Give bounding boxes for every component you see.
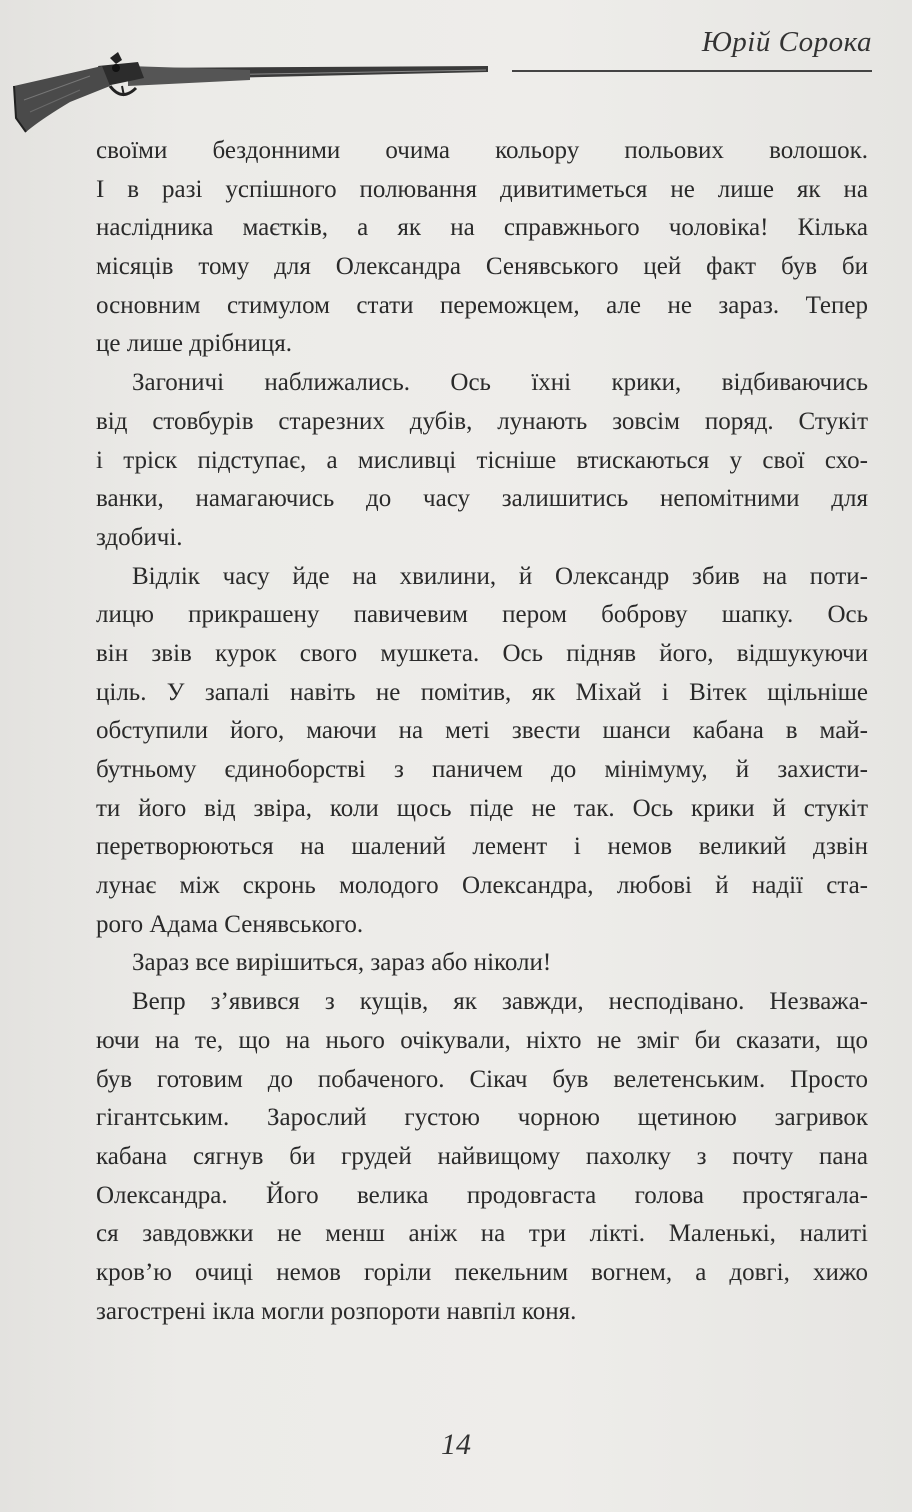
- text-line: від стовбурів старезних дубів, лунають зовсім поряд. Стукіт: [96, 407, 868, 435]
- text-line: Зараз все вирішиться, зараз або ніколи!: [132, 949, 552, 977]
- body-text: [96, 132, 868, 1331]
- text-line: лунає між скронь молодого Олександра, любові й надії ста-: [96, 872, 868, 900]
- text-line: ючи на те, що на нього очікували, ніхто не зміг би сказати, що: [96, 1026, 868, 1054]
- text-line: загострені ікла могли розпороти навпіл коня.: [96, 1297, 577, 1325]
- text-line: Загоничі наближались. Ось їхні крики, відбиваючись: [132, 369, 868, 397]
- text-line: наслідника маєтків, а як на справжнього чоловіка! Кілька: [96, 214, 868, 242]
- text-line: ти його від звіра, коли щось піде не так. Ось крики й стукіт: [96, 794, 868, 822]
- text-line: рого Адама Сенявського.: [96, 910, 364, 938]
- text-line: ванки, намагаючись до часу залишитись непомітними для: [96, 485, 868, 513]
- author-name: Юрій Сорока: [701, 26, 872, 58]
- text-line: основним стимулом стати переможцем, але не зараз. Тепер: [96, 291, 868, 319]
- text-line: ся завдовжки не менш аніж на три лікті. Маленькі, налиті: [96, 1220, 868, 1248]
- text-line: І в разі успішного полювання дивитиметься не лише як на: [96, 175, 868, 203]
- text-line: він звів курок свого мушкета. Ось підняв його, відшукуючи: [96, 639, 868, 667]
- text-line: обступили його, маючи на меті звести шанси кабана в май-: [96, 717, 868, 745]
- text-line: кров’ю очиці немов горіли пекельним вогнем, а довгі, хижо: [96, 1258, 868, 1286]
- header-rule: [512, 70, 872, 72]
- musket-icon: [10, 40, 490, 140]
- text-line: гігантським. Зарослий густою чорною щетиною загривок: [96, 1104, 868, 1132]
- text-line: бутньому єдиноборстві з паничем до мінімуму, й захисти-: [96, 756, 868, 783]
- text-line: кабана сягнув би грудей найвищому пахолку з почту пана: [96, 1142, 868, 1170]
- running-header: [0, 0, 912, 140]
- text-line: це лише дрібниця.: [96, 330, 292, 358]
- text-line: Олександра. Його велика продовгаста голова простягала-: [96, 1181, 868, 1209]
- text-line: був готовим до побаченого. Сікач був велетенським. Просто: [96, 1065, 868, 1093]
- text-line: ціль. У запалі навіть не помітив, як Міхай і Вітек щільніше: [96, 678, 868, 706]
- text-line: здобичі.: [96, 523, 183, 551]
- text-line: перетворюються на шалений лемент і немов великий дзвін: [96, 833, 868, 861]
- text-line: своїми бездонними очима кольору польових волошок.: [96, 137, 868, 164]
- text-line: Відлік часу йде на хвилини, й Олександр збив на поти-: [132, 562, 868, 590]
- text-line: і тріск підступає, а мисливці тісніше втискаються у свої схо-: [96, 446, 868, 474]
- text-line: лицю прикрашену павичевим пером боброву шапку. Ось: [96, 601, 868, 629]
- page-number: 14: [441, 1428, 471, 1461]
- text-line: Вепр з’явився з кущів, як завжди, несподівано. Незважа-: [132, 988, 868, 1016]
- text-line: місяців тому для Олександра Сенявського цей факт був би: [96, 253, 868, 281]
